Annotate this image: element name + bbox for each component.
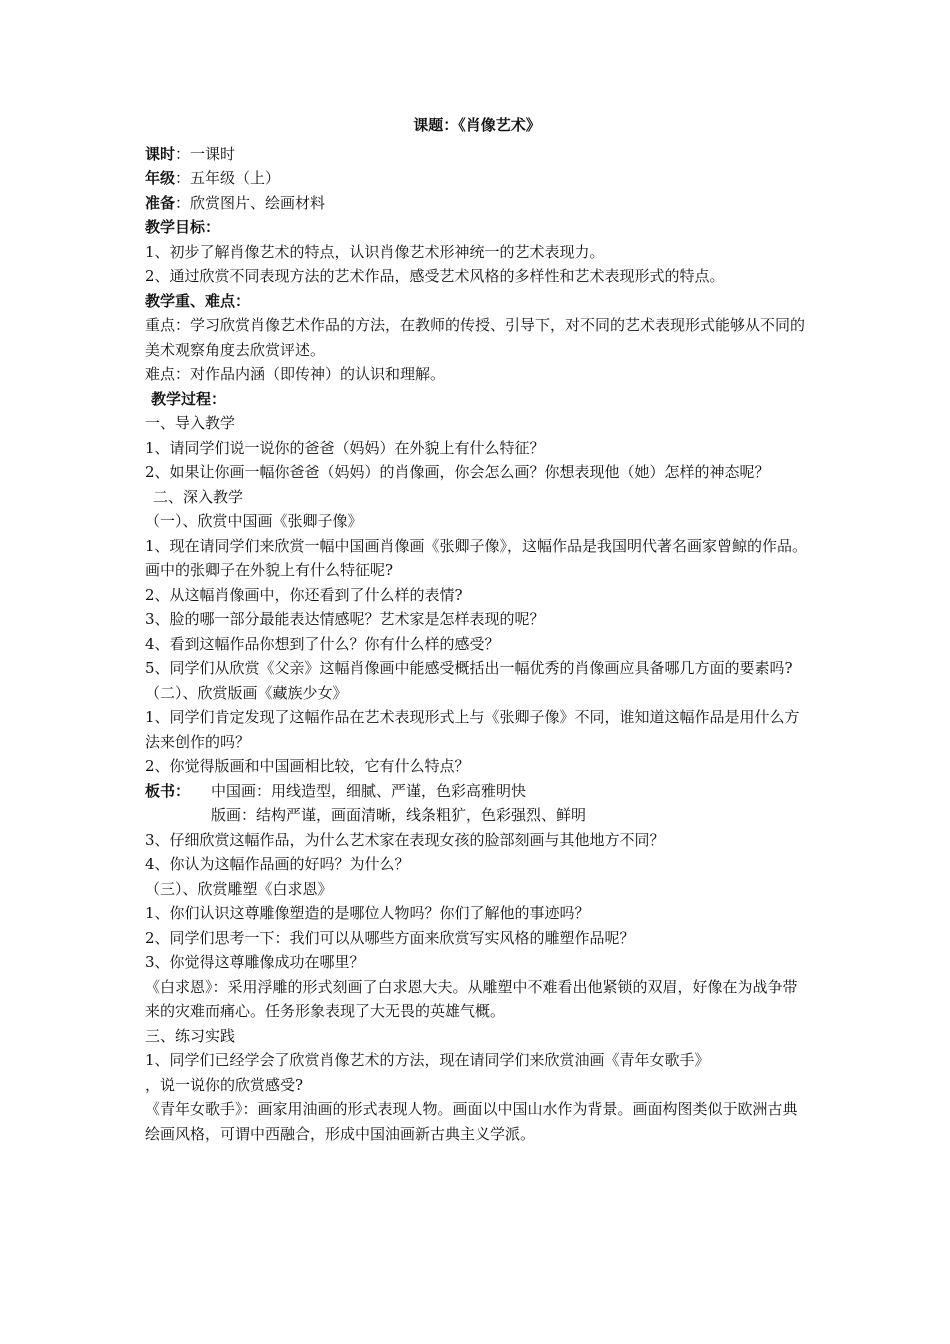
meta-preparation xyxy=(145,191,809,216)
practice-item: ，说一说你的欣赏感受? xyxy=(145,1075,304,1094)
part1-item: 1、现在请同学们来欣赏一幅中国画肖像画《张卿子像》，这幅作品是我国明代著名画家曾鲸的作品。画中的张卿子在外貌上有什么特征呢? xyxy=(145,536,808,579)
deep-heading: 二、深入教学 xyxy=(153,487,244,506)
practice-item: 1、同学们已经学会了欣赏肖像艺术的方法，现在请同学们来欣赏油画《青年女歌手》 xyxy=(145,1051,710,1069)
meta-label: 年级 xyxy=(145,169,176,187)
board-line: 中国画：用线造型，细腻、严谨，色彩高雅明快 xyxy=(211,781,527,800)
intro-item: 2、如果让你画一幅你爸爸（妈妈）的肖像画，你会怎么画？你想表现他（她）怎样的神态呢？ xyxy=(145,463,770,481)
document-page xyxy=(145,113,809,1146)
part1-heading: （一）、欣赏中国画《张卿子像》 xyxy=(145,512,363,530)
part1-item: 2、从这幅肖像画中，你还看到了什么样的表情? xyxy=(145,585,463,604)
meta-value: ：欣赏图片、绘画材料 xyxy=(175,193,326,212)
meta-period xyxy=(145,142,809,167)
part2-item: 4、你认为这幅作品画的好吗？为什么？ xyxy=(145,855,410,873)
meta-grade xyxy=(145,166,809,191)
part3-item: 2、同学们思考一下：我们可以从哪些方面来欣赏写实风格的雕塑作品呢？ xyxy=(145,928,635,947)
board-row xyxy=(145,803,809,828)
page-title: 课题：《肖像艺术》 xyxy=(413,116,541,134)
process-heading: 教学过程： xyxy=(151,389,227,408)
objectives-heading: 教学目标： xyxy=(145,218,221,236)
objective-item: 2、通过欣赏不同表现方法的艺术作品，感受艺术风格的多样性和艺术表现形式的特点。 xyxy=(145,267,725,285)
board-line: 版画：结构严谨，画面清晰，线条粗犷，色彩强烈、鲜明 xyxy=(211,806,587,824)
part1-item: 3、脸的哪一部分最能表达情感呢？艺术家是怎样表现的呢？ xyxy=(145,610,545,628)
part3-note: 《白求恩》：采用浮雕的形式刻画了白求恩大夫。从雕塑中不难看出他紧锁的双眉，好像在为战争带来的灾难而痛心。任务形象表现了大无畏的英雄气概。 xyxy=(145,977,798,1020)
part1-item: 4、看到这幅作品你想到了什么？你有什么样的感受？ xyxy=(145,634,500,653)
board-label-spacer xyxy=(145,803,211,828)
part2-heading: （二）、欣赏版画《藏族少女》 xyxy=(145,683,348,702)
part2-item: 1、同学们肯定发现了这幅作品在艺术表现形式上与《张卿子像》不同，谁知道这幅作品是用什么方法来创作的吗？ xyxy=(145,708,800,751)
keypoints-heading: 教学重、难点： xyxy=(145,291,251,310)
part2-item: 2、你觉得版画和中国画相比较，它有什么特点？ xyxy=(145,757,470,775)
part3-item: 1、你们认识这尊雕像塑造的是哪位人物吗？你们了解他的事迹吗？ xyxy=(145,904,590,922)
meta-value: ：五年级（上） xyxy=(175,169,281,187)
meta-label: 准备 xyxy=(145,193,176,212)
practice-heading: 三、练习实践 xyxy=(145,1026,236,1045)
board-row xyxy=(145,779,809,804)
objective-item: 1、初步了解肖像艺术的特点，认识肖像艺术形神统一的艺术表现力。 xyxy=(145,242,605,261)
part3-heading: （三）、欣赏雕塑《白求恩》 xyxy=(145,879,333,898)
intro-heading: 一、导入教学 xyxy=(145,414,236,432)
keypoint-key: 重点：学习欣赏肖像艺术作品的方法，在教师的传授、引导下，对不同的艺术表现形式能够从不同的美术观察角度去欣赏评述。 xyxy=(145,316,806,359)
meta-label: 课时 xyxy=(145,144,176,163)
part1-item: 5、同学们从欣赏《父亲》这幅肖像画中能感受概括出一幅优秀的肖像画应具备哪几方面的要素吗? xyxy=(145,659,793,677)
board-label: 板书： xyxy=(145,781,191,800)
part3-item: 3、你觉得这尊雕像成功在哪里？ xyxy=(145,953,365,971)
practice-note: 《青年女歌手》：画家用油画的形式表现人物。画面以中国山水作为背景。画面构图类似于欧洲古典绘画风格，可谓中西融合，形成中国油画新古典主义学派。 xyxy=(145,1100,798,1143)
part2-item: 3、仔细欣赏这幅作品，为什么艺术家在表现女孩的脸部刻画与其他地方不同？ xyxy=(145,830,665,849)
keypoint-difficult: 难点：对作品内涵（即传神）的认识和理解。 xyxy=(145,365,446,383)
intro-item: 1、请同学们说一说你的爸爸（妈妈）在外貌上有什么特征？ xyxy=(145,438,545,457)
meta-value: ：一课时 xyxy=(175,144,236,163)
